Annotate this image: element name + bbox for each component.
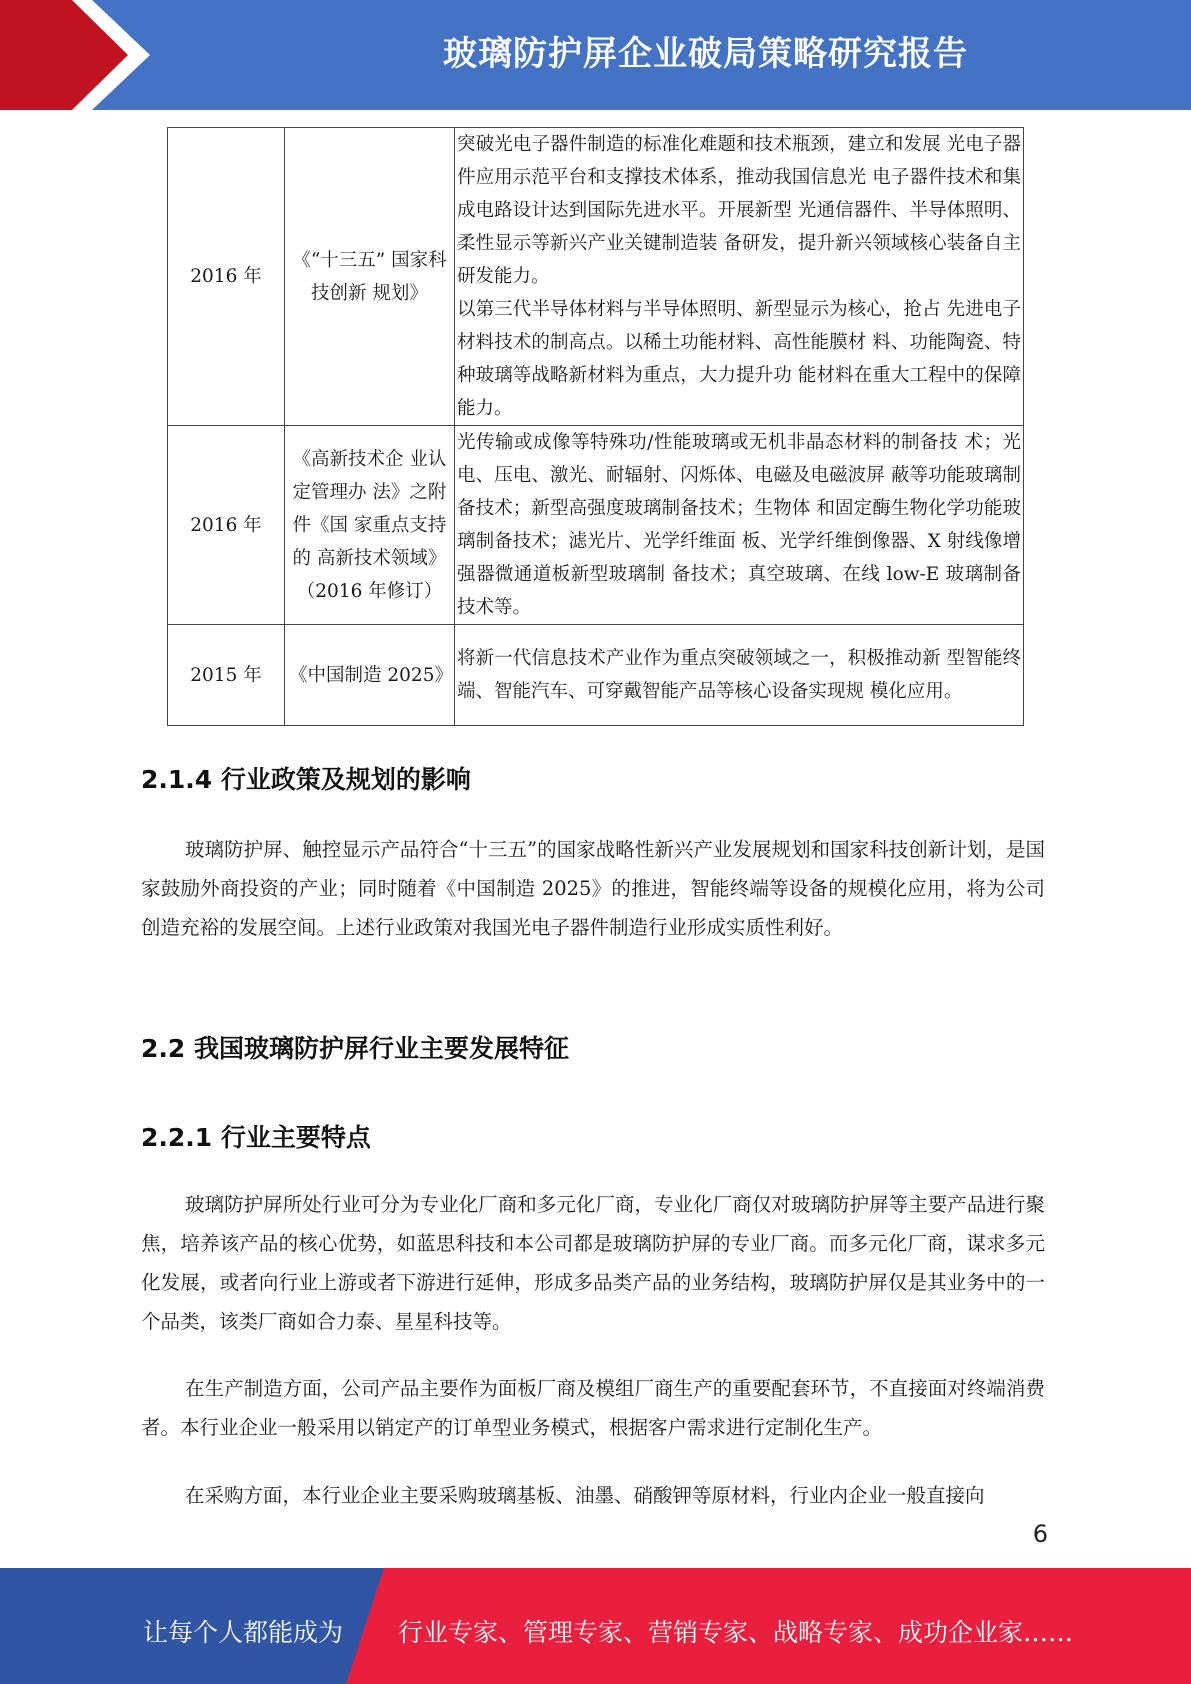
section-heading-2-1-4: 2.1.4 行业政策及规划的影响 [141,765,471,794]
section-paragraph: 在采购方面，本行业企业主要采购玻璃基板、油墨、硝酸钾等原材料，行业内企业一般直接向 [185,1484,985,1507]
year-cell: 2016 年 [168,426,285,625]
section-paragraph: 在生产制造方面，公司产品主要作为面板厂商及模组厂商生产的重要配套环节，不直接面对终端消费者。本行业企业一般采用以销定产的订单型业务模式，根据客户需求进行定制化生产。 [141,1377,1045,1439]
year-cell: 2016 年 [168,128,285,426]
section-heading-2-2: 2.2 我国玻璃防护屏行业主要发展特征 [141,1034,569,1063]
footer-slogan-right: 行业专家、管理专家、营销专家、战略专家、成功企业家…… [398,1618,1074,1647]
content-cell [455,426,1024,625]
policy-table [167,127,1024,726]
content-paragraph: 光传输或成像等特殊功/性能玻璃或无机非晶态材料的制备技 术；光电、压电、激光、耐辐射、闪烁体、电磁及电磁波屏 蔽等功能玻璃制备技术；新型高强度玻璃制备技术；生物体 和固定酶生物化学功能玻璃制备技术；滤光片、光学纤维面 板、光学纤维倒像器、X 射线像增强器微通道板新型玻璃制 备技术；真空玻璃、在线 low-E 玻璃制备技术等。 [457,432,1021,618]
content-cell [455,128,1024,426]
report-title: 玻璃防护屏企业破局策略研究报告 [443,34,968,74]
content-paragraph: 将新一代信息技术产业作为重点突破领域之一，积极推动新 型智能终端、智能汽车、可穿戴智能产品等核心设备实现规 模化应用。 [457,648,1021,702]
page-header [0,0,1191,110]
document-cell: 《“十三五” 国家科技创新 规划》 [285,128,455,426]
section-heading-2-2-1: 2.2.1 行业主要特点 [141,1123,371,1152]
table-row [168,128,1024,426]
document-cell: 《中国制造 2025》 [285,625,455,726]
content-paragraph: 以第三代半导体材料与半导体照明、新型显示为核心，抢占 先进电子材料技术的制高点。以稀土功能材料、高性能膜材 料、功能陶瓷、特种玻璃等战略新材料为重点，大力提升功 能材料在重大工程中的保障能力。 [457,299,1021,419]
table-row [168,625,1024,726]
page-number: 6 [1032,1520,1048,1548]
document-cell: 《高新技术企 业认定管理办 法》之附件《国 家重点支持的 高新技术领域》（2016 年修订） [285,426,455,625]
section-paragraph: 玻璃防护屏所处行业可分为专业化厂商和多元化厂商，专业化厂商仅对玻璃防护屏等主要产品进行聚焦，培养该产品的核心优势，如蓝思科技和本公司都是玻璃防护屏的专业厂商。而多元化厂商，谋求多元化发展，或者向行业上游或者下游进行延伸，形成多品类产品的业务结构，玻璃防护屏仅是其业务中的一个品类，该类厂商如合力泰、星星科技等。 [141,1193,1045,1333]
page-footer [0,1568,1191,1684]
year-cell: 2015 年 [168,625,285,726]
footer-slogan-left: 让每个人都能成为 [143,1618,344,1647]
table-row [168,426,1024,625]
content-cell [455,625,1024,726]
content-paragraph: 突破光电子器件制造的标准化难题和技术瓶颈，建立和发展 光电子器件应用示范平台和支撑技术体系，推动我国信息光 电子器件技术和集成电路设计达到国际先进水平。开展新型 光通信器件、半导体照明、柔性显示等新兴产业关键制造装 备研发，提升新兴领域核心装备自主研发能力。 [457,134,1021,287]
section-paragraph: 玻璃防护屏、触控显示产品符合“十三五”的国家战略性新兴产业发展规划和国家科技创新计划，是国家鼓励外商投资的产业；同时随着《中国制造 2025》的推进，智能终端等设备的规模化应用，将为公司创造充裕的发展空间。上述行业政策对我国光电子器件制造行业形成实质性利好。 [141,838,1045,939]
